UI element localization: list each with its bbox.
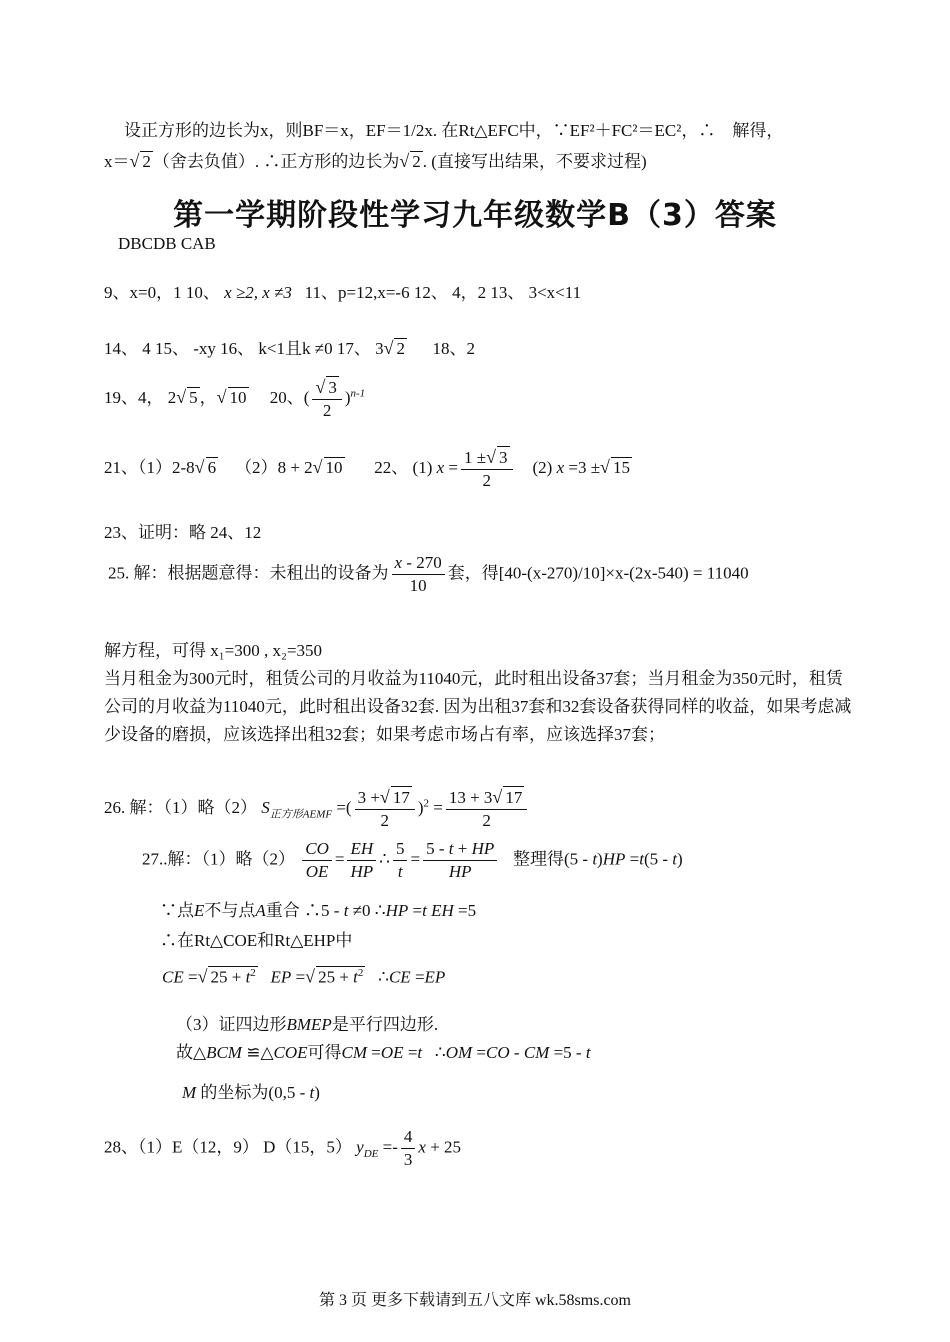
q19-line: 19、4， 2√ 5 ，√ 10 20、( $\frac{√ 3}{2}$ )$^{n-1}$	[104, 377, 366, 420]
q9-line: 9、x=0，1 10、 x ≥2, x ≠3 11、p=12,x=-6 12、 4，2 13、 3<x<11	[104, 283, 582, 302]
q27-line-5: （3）证四边形BMEP是平行四边形.	[176, 1015, 439, 1034]
q27-line-7: M 的坐标为(0,5 - t)	[182, 1083, 320, 1102]
q28-line: 28、（1）E（12，9） D（15，5） $y_{DE}$ =- $\frac{4}{3}$ x + 25	[104, 1127, 462, 1169]
q27-line-6: 故△BCM ≌△COE可得CM =OE =t ∴OM =CO - CM =5 - t	[176, 1043, 591, 1062]
intro-line-2: x＝√ 2 （舍去负值）. ∴正方形的边长为√ 2 . (直接写出结果，不要求过程)	[104, 151, 647, 171]
page-title: 第一学期阶段性学习九年级数学B（3）答案	[173, 198, 777, 233]
q21-line: 21、（1）2-8√ 6 （2）8 + 2√ 10 22、 (1) x = $\frac{1 \pm√ 3}{2}$ (2) x =3 ±√ 15	[104, 447, 630, 490]
page-footer: 第 3 页 更多下载请到五八文库 wk.58sms.com	[318, 1292, 631, 1309]
q27-line-4: CE =√ $25 + t^2$ EP =√ $25 + t^2$ ∴CE =EP	[162, 966, 446, 987]
q25-line: 25. 解：根据题意得：未租出的设备为 $\frac{x - 270}{10}$ 套，得[40-(x-270)/10]×x-(2x-540) = 11040	[108, 553, 749, 595]
q25-paragraph: 当月租金为300元时，租赁公司的月收益为11040元，此时租出设备37套；当月租金为350元时，租赁公司的月收益为11040元，此时租出设备32套. 因为出租37套和32套设备获得同样的收益，如果考虑减少设备的磨损，应该选择出租32套；如果考虑市场占有率，应该选择37套；	[104, 669, 852, 744]
q23-line: 23、证明：略 24、12	[104, 523, 262, 542]
q25-solve: 解方程，可得 x₁=300 , x₂=350	[104, 641, 323, 660]
intro-line-1: 设正方形的边长为x，则BF＝x，EF＝1/2x. 在Rt△EFC中，∵EF²＋FC²＝EC²，∴ 解得，	[124, 121, 784, 140]
q27-line-1: 27..解：（1）略（2） $\frac{CO}{OE}$ = $\frac{EH}{HP}$ ∴ $\frac{5}{t}$ = $\frac{5 - t + HP}{HP}$ 整理得(5 - t)HP =t(5 - t)	[142, 839, 683, 881]
q14-line: 14、 4 15、 -xy 16、 k<1且k ≠0 17、 3√ 2 18、2	[104, 338, 475, 358]
q26-line: 26. 解：（1）略（2） $S_{正方形AEMF}$ =( $\frac{3 +√ 17}{2}$ )$^2$ = $\frac{13 + 3√ 17}{2}$	[104, 786, 530, 832]
q27-line-2: ∵点E不与点A重合 ∴5 - t ≠0 ∴HP =t EH =5	[160, 901, 477, 920]
q27-line-3: ∴在Rt△COE和Rt△EHP中	[160, 931, 353, 950]
mc-answers: DBCDB CAB	[118, 234, 216, 253]
